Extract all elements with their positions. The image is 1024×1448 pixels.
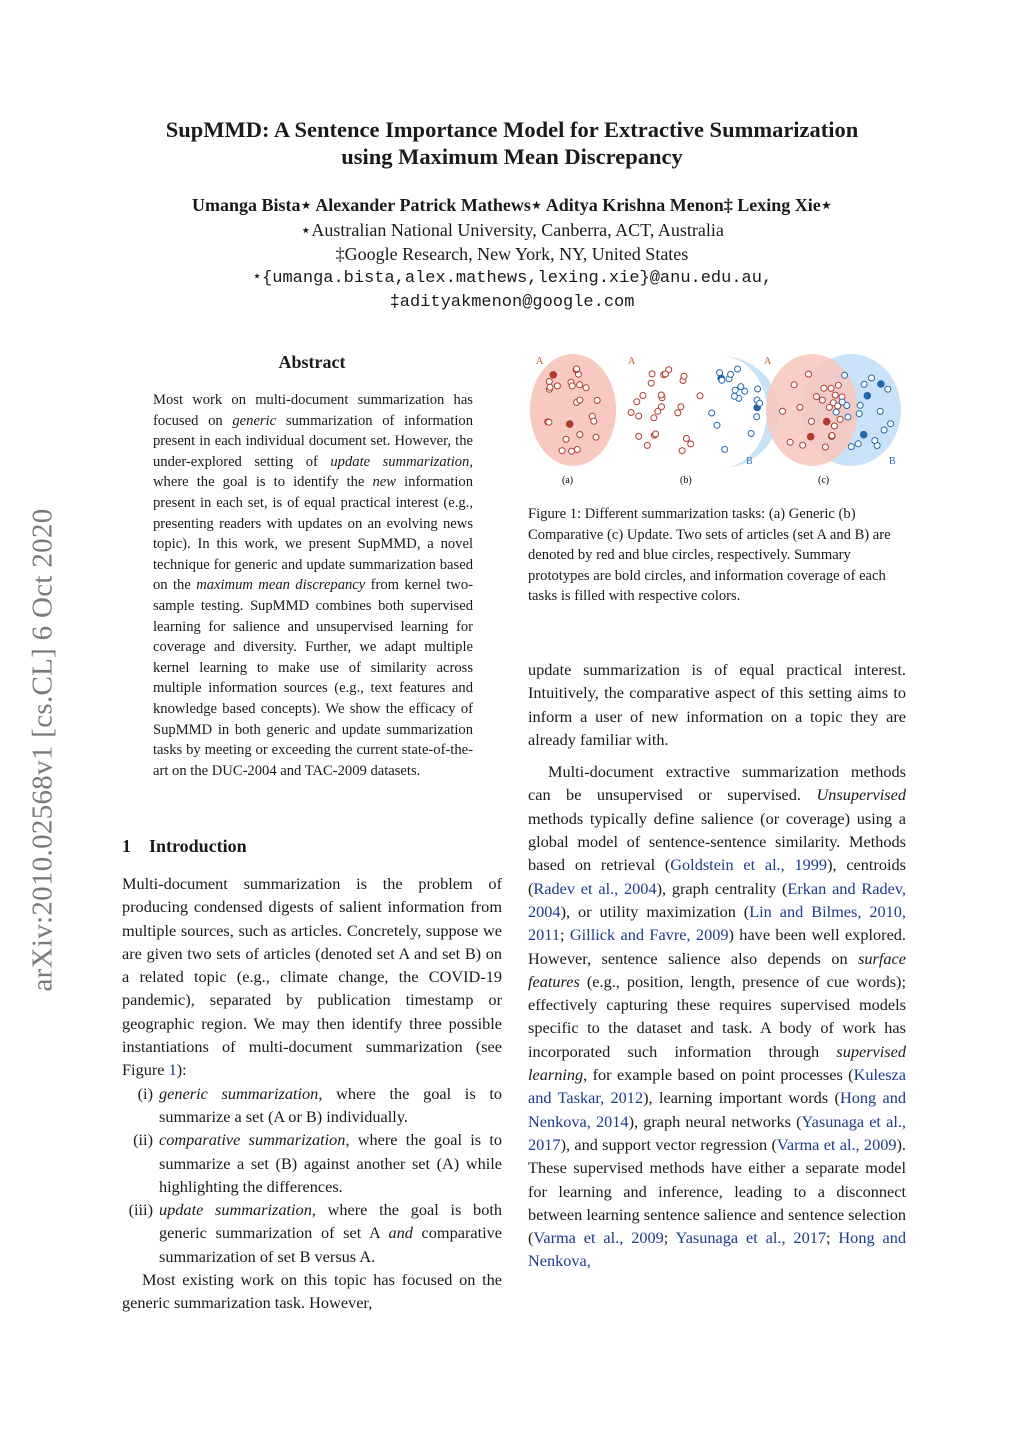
data-point-circle xyxy=(735,366,741,372)
data-point-circle xyxy=(591,418,597,424)
data-point-circle xyxy=(662,371,668,377)
data-point-circle xyxy=(814,394,820,400)
citation-link[interactable]: Hong and Nenkova, 2014 xyxy=(528,1088,906,1131)
data-point-circle xyxy=(872,438,878,444)
data-point-circle xyxy=(636,433,642,439)
data-point-circle xyxy=(675,410,681,416)
data-point-circle xyxy=(717,370,723,376)
data-point-circle xyxy=(655,408,661,414)
data-point-circle xyxy=(709,410,715,416)
panel-a-label: (a) xyxy=(562,475,574,486)
figure-1 xyxy=(526,350,908,490)
body-text: ), learning important words ( xyxy=(643,1088,840,1108)
data-point-circle xyxy=(869,375,875,381)
arxiv-id: arXiv:2010.02568v1 [cs.CL] 6 Oct 2020 xyxy=(26,508,59,992)
data-point-circle xyxy=(821,385,827,391)
data-point-circle xyxy=(809,418,815,424)
data-point-circle xyxy=(569,448,575,454)
data-point-circle xyxy=(856,411,862,417)
list-item xyxy=(122,1082,502,1129)
body-text: Multi-document summarization is the problem of producing condensed digests of salient information from multiple sources, such as articles. Concretely, suppose we are given two sets of articles (denoted set A and set B) on a related topic (e.g., climate change, the COVID-19 pandemic), separated by publication timestamp or geographic region. We may then identify three possible instantiations of multi-document summarization (see Figure xyxy=(122,874,502,1080)
citation-link[interactable]: Gillick and Favre, 2009 xyxy=(569,925,729,945)
list-number: (ii) xyxy=(133,1130,153,1150)
body-text: methods typically define salience (or coverage) using a global model of sentence-sentence similarity. Methods based on retrieval ( xyxy=(528,808,906,875)
set-a-label: A xyxy=(764,356,772,367)
affiliation-google: ‡Google Research, New York, NY, United States xyxy=(335,244,689,264)
set-b-label: B xyxy=(746,456,753,467)
set-a-label: A xyxy=(536,356,544,367)
data-point-circle xyxy=(569,383,575,389)
body-text: ; xyxy=(826,1228,839,1248)
abstract-text: information present in each set, is of equal practical interest (e.g., presenting readers with updates on an evolving news topic). In this work, we present SupMMD, a novel technique for generic and update summarization based on the xyxy=(153,474,473,594)
data-point-circle xyxy=(755,386,761,392)
data-point-circle xyxy=(835,382,841,388)
body-text: ). These supervised methods have either a separate model for learning and inference, leading to a disconnect between learning sentence salience and sentence selection ( xyxy=(528,1134,906,1248)
data-point-circle xyxy=(861,381,867,387)
body-text: ): xyxy=(176,1060,187,1080)
body-text: Multi-document extractive summarization methods can be unsupervised or supervised. xyxy=(528,762,906,805)
body-text: ), graph centrality ( xyxy=(656,878,788,898)
data-point-circle xyxy=(888,421,894,427)
data-point-circle xyxy=(832,392,838,398)
body-text: , for example based on point processes ( xyxy=(583,1065,854,1085)
citation-link[interactable]: Lin and Bilmes, 2010, 2011 xyxy=(528,901,906,945)
data-point-circle xyxy=(842,372,848,378)
section-heading-introduction: 1 Introduction xyxy=(122,836,247,856)
data-point-circle xyxy=(780,408,786,414)
data-point-circle xyxy=(885,386,891,392)
set-a-label: A xyxy=(628,356,636,367)
author-list: Umanga Bista⋆ Alexander Patrick Mathews⋆ Aditya Krishna Menon‡ Lexing Xie⋆ xyxy=(192,195,832,215)
list-term: update summarization xyxy=(159,1200,312,1220)
abstract-paragraph xyxy=(153,390,473,781)
figure-ref-link[interactable]: 1 xyxy=(168,1060,177,1080)
citation-link[interactable]: Varma et al., 2009 xyxy=(533,1228,664,1248)
body-text: ), or utility maximization ( xyxy=(560,901,750,921)
citation-link[interactable]: Hong and Nenkova, xyxy=(528,1228,906,1271)
task-list xyxy=(122,1082,502,1268)
data-point-circle xyxy=(593,434,599,440)
abstract-emphasis: generic xyxy=(232,412,277,429)
email-google: ‡adityakmenon@google.com xyxy=(389,293,635,312)
data-point-circle xyxy=(722,446,728,452)
data-point-circle xyxy=(719,377,725,383)
data-point-circle xyxy=(826,404,832,410)
list-term: and xyxy=(388,1223,413,1243)
body-text: ), centroids ( xyxy=(528,855,907,898)
data-point-circle xyxy=(559,448,565,454)
data-point-circle xyxy=(678,404,684,410)
list-text: , where the goal is both generic summarization of set A xyxy=(159,1200,503,1243)
data-point-circle xyxy=(878,381,884,387)
data-point-circle xyxy=(567,421,573,427)
data-point-circle xyxy=(819,397,825,403)
data-point-circle xyxy=(651,415,657,421)
data-point-circle xyxy=(732,387,738,393)
intro-paragraph-2: Most existing work on this topic has focused on the generic summarization task. However, xyxy=(122,1270,502,1313)
abstract-heading: Abstract xyxy=(278,352,346,372)
data-point-circle xyxy=(877,408,883,414)
panel-b-label: (b) xyxy=(680,475,692,486)
data-point-circle xyxy=(837,416,843,422)
data-point-circle xyxy=(688,441,694,447)
abstract-emphasis: new xyxy=(372,474,397,491)
data-point-circle xyxy=(864,393,870,399)
data-point-circle xyxy=(640,393,646,399)
data-point-circle xyxy=(546,419,552,425)
data-point-circle xyxy=(547,384,553,390)
data-point-circle xyxy=(754,414,760,420)
abstract-emphasis: maximum mean discrepancy xyxy=(196,577,366,594)
body-text: ), graph neural networks ( xyxy=(628,1111,802,1131)
data-point-circle xyxy=(550,372,556,378)
data-point-circle xyxy=(648,380,654,386)
data-point-circle xyxy=(574,447,580,453)
title-line-1: SupMMD: A Sentence Importance Model for Extractive Summarization xyxy=(165,117,859,142)
data-point-circle xyxy=(714,422,720,428)
abstract-text: , where the goal is to identify the xyxy=(153,453,473,491)
body-text: ; xyxy=(559,925,570,945)
data-point-circle xyxy=(577,382,583,388)
body-emphasis: supervised learning xyxy=(528,1041,906,1085)
citation-link[interactable]: Yasunaga et al., 2017 xyxy=(528,1111,906,1154)
list-number: (i) xyxy=(137,1083,153,1103)
figure-caption: Figure 1: Different summarization tasks: (a) Generic (b) Comparative (c) Update. Two sets of articles (set A and B) are denoted by red and blue circles, respectively. Summary prototypes are bold circles, and information coverage of each tasks is filled with respective colors. xyxy=(528,506,891,605)
data-point-circle xyxy=(697,393,703,399)
data-point-circle xyxy=(679,448,685,454)
set-b-label: B xyxy=(889,456,896,467)
data-point-circle xyxy=(748,431,754,437)
data-point-circle xyxy=(574,366,580,372)
data-point-circle xyxy=(848,444,854,450)
data-point-circle xyxy=(791,382,797,388)
data-point-circle xyxy=(857,402,863,408)
data-point-circle xyxy=(628,410,634,416)
list-number: (iii) xyxy=(128,1200,153,1220)
paper-title xyxy=(100,116,924,170)
data-point-circle xyxy=(636,413,642,419)
data-point-circle xyxy=(658,392,664,398)
intro-paragraph-1 xyxy=(122,872,502,1082)
citation-link[interactable]: Goldstein et al., 1999 xyxy=(670,855,828,875)
data-point-circle xyxy=(831,423,837,429)
arxiv-stamp xyxy=(8,460,78,1040)
data-point-circle xyxy=(546,379,552,385)
data-point-circle xyxy=(554,383,560,389)
email-anu: ⋆{umanga.bista,alex.mathews,lexing.xie}@anu.edu.au, xyxy=(251,269,773,288)
data-point-circle xyxy=(649,371,655,377)
data-point-circle xyxy=(839,399,845,405)
data-point-circle xyxy=(563,436,569,442)
abstract-emphasis: update summarization xyxy=(330,453,470,470)
data-point-circle xyxy=(577,432,583,438)
data-point-circle xyxy=(653,431,659,437)
intro-paragraph-r1: update summarization is of equal practical interest. Intuitively, the comparative aspect of this setting aims to inform a user of new information on a topic they are already familiar with. xyxy=(528,660,906,749)
data-point-circle xyxy=(797,404,803,410)
list-item xyxy=(122,1198,502,1268)
data-point-circle xyxy=(728,371,734,377)
data-point-circle xyxy=(634,399,640,405)
data-point-circle xyxy=(833,409,839,415)
data-point-circle xyxy=(822,444,828,450)
body-text: (e.g., position, length, presence of cue words); effectively capturing these requires supervised models specific to the dataset and task. A body of work has incorporated such information through xyxy=(528,971,906,1061)
data-point-circle xyxy=(577,397,583,403)
data-point-circle xyxy=(861,432,867,438)
data-point-circle xyxy=(855,441,861,447)
data-point-circle xyxy=(742,388,748,394)
data-point-circle xyxy=(824,419,830,425)
data-point-circle xyxy=(681,373,687,379)
abstract-text: from kernel two-sample testing. SupMMD combines both supervised learning for salience and unsupervised learning for coverage and diversity. Further, we adapt multiple kernel learning to make use of similarity across multiple information sources (e.g., text features and knowledge based concepts). We show the efficacy of SupMMD in both generic and update summarization tasks by meeting or exceeding the current state-of-the-art on the DUC-2004 and TAC-2009 datasets. xyxy=(153,577,473,779)
abstract-text: summarization of information present in each individual document set. However, the under-explored setting of xyxy=(153,412,474,470)
data-point-circle xyxy=(683,436,689,442)
affiliation-anu: ⋆Australian National University, Canberra, ACT, Australia xyxy=(300,220,724,240)
citation-link[interactable]: Radev et al., 2004 xyxy=(533,878,657,898)
data-point-circle xyxy=(881,427,887,433)
data-point-circle xyxy=(800,442,806,448)
data-point-circle xyxy=(829,433,835,439)
right-column-body xyxy=(528,658,906,1273)
data-point-circle xyxy=(757,400,763,406)
data-point-circle xyxy=(594,397,600,403)
abstract-body xyxy=(153,390,473,781)
left-column-body xyxy=(122,872,502,1315)
data-point-circle xyxy=(808,434,814,440)
citation-link[interactable]: Varma et al., 2009 xyxy=(776,1134,897,1154)
data-point-circle xyxy=(787,439,793,445)
body-emphasis: Unsupervised xyxy=(816,785,906,805)
body-text: ; xyxy=(663,1228,676,1248)
list-text: comparative summarization of set B versus A. xyxy=(159,1223,503,1266)
list-term: generic summarization xyxy=(159,1083,319,1103)
body-text: ) have been well explored. However, sentence salience also depends on xyxy=(528,925,907,968)
list-text: , where the goal is to summarize a set (B) against another set (A) while highlighting the differences. xyxy=(159,1130,503,1196)
list-term: comparative summarization xyxy=(159,1130,346,1150)
abstract-text: Most work on multi-document summarization has focused on xyxy=(153,392,473,429)
data-point-circle xyxy=(828,385,834,391)
data-point-circle xyxy=(806,371,812,377)
list-item xyxy=(122,1128,502,1198)
data-point-circle xyxy=(845,414,851,420)
body-emphasis: surface features xyxy=(528,948,906,991)
list-text: , where the goal is to summarize a set (A or B) individually. xyxy=(159,1083,503,1126)
data-point-circle xyxy=(583,385,589,391)
citation-link[interactable]: Erkan and Radev, 2004 xyxy=(528,878,906,921)
citation-link[interactable]: Yasunaga et al., 2017 xyxy=(675,1228,826,1248)
body-text: ), and support vector regression ( xyxy=(560,1134,777,1154)
data-point-circle xyxy=(731,393,737,399)
citation-link[interactable]: Kulesza and Taskar, 2012 xyxy=(528,1065,906,1108)
title-line-2: using Maximum Mean Discrepancy xyxy=(341,144,683,169)
data-point-circle xyxy=(644,442,650,448)
panel-c-label: (c) xyxy=(818,475,830,486)
intro-paragraph-r2 xyxy=(528,760,906,1273)
